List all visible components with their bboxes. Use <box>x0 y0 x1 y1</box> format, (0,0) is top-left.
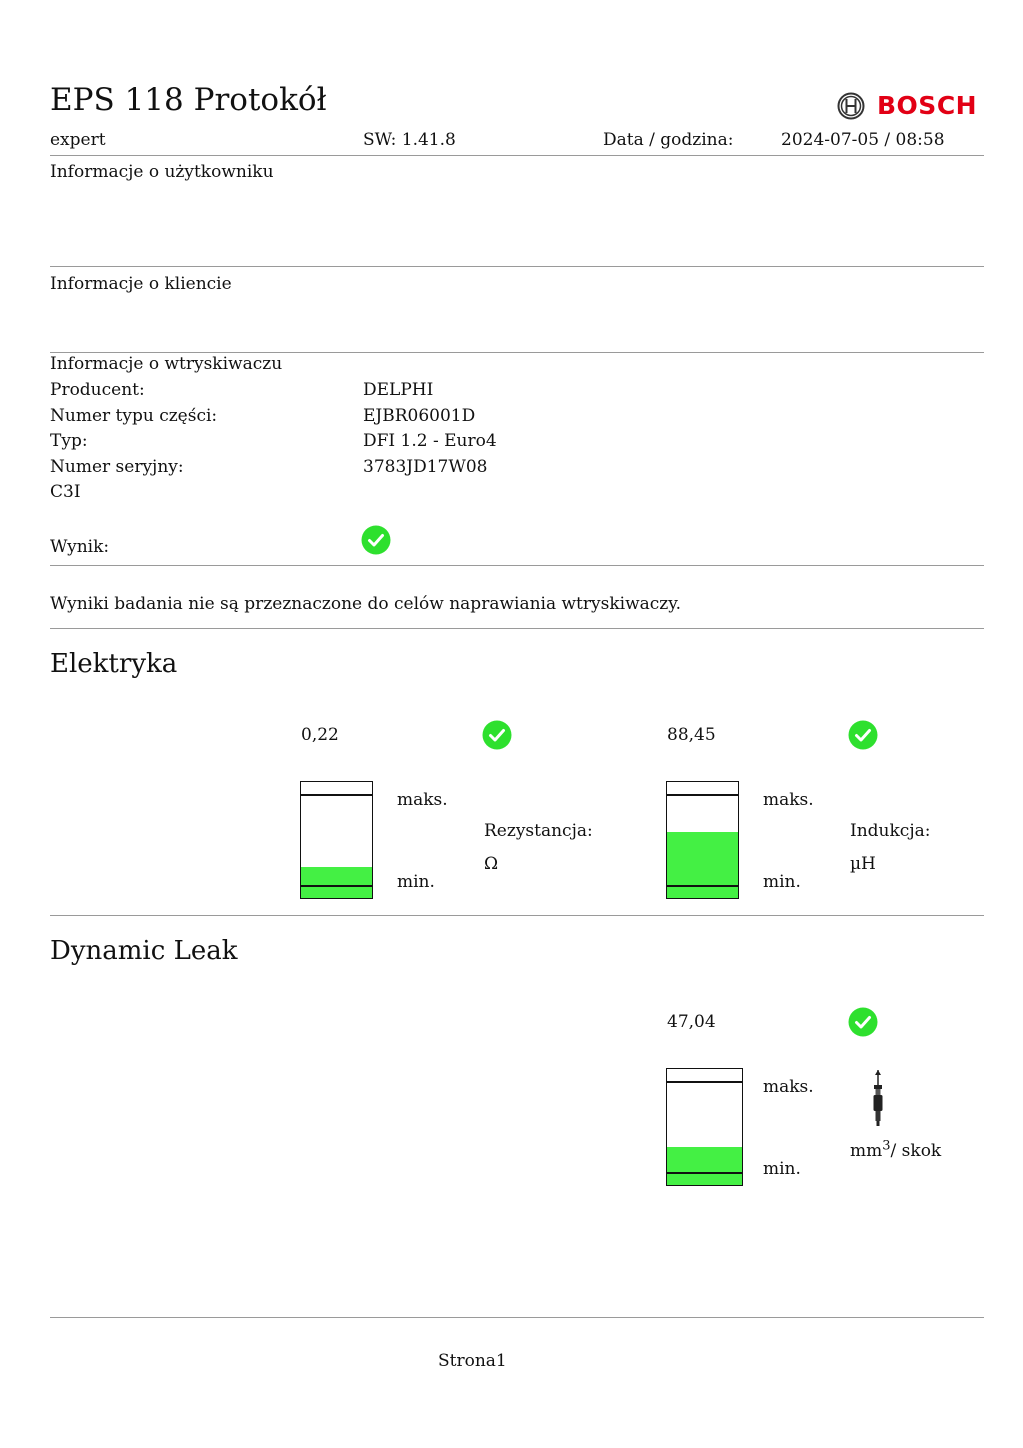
resistance-unit: Ω <box>484 854 499 874</box>
divider <box>50 1317 984 1318</box>
field-value-type: DFI 1.2 - Euro4 <box>363 431 497 451</box>
leak-unit-rest: / skok <box>890 1141 942 1161</box>
divider <box>50 565 984 566</box>
bosch-logo <box>836 90 976 122</box>
field-label-serial: Numer seryjny: <box>50 457 184 477</box>
gauge-max-mark <box>301 794 372 796</box>
electric-section-title: Elektryka <box>50 649 178 679</box>
user-info-heading: Informacje o użytkowniku <box>50 162 274 182</box>
resistance-value: 0,22 <box>301 725 339 745</box>
induction-gauge <box>666 781 739 899</box>
induction-label: Indukcja: <box>850 821 931 841</box>
resistance-label: Rezystancja: <box>484 821 593 841</box>
field-label-producer: Producent: <box>50 380 145 400</box>
divider <box>50 266 984 267</box>
leak-max-label: maks. <box>763 1077 814 1097</box>
induction-min-label: min. <box>763 872 801 892</box>
field-label-type: Typ: <box>50 431 88 451</box>
date-label: Data / godzina: <box>603 130 734 150</box>
induction-value: 88,45 <box>667 725 716 745</box>
result-label: Wynik: <box>50 537 110 557</box>
field-value-part-number: EJBR06001D <box>363 406 476 426</box>
divider <box>50 155 984 156</box>
leak-gauge-fill <box>667 1147 742 1185</box>
gauge-max-mark <box>667 1081 742 1083</box>
induction-max-label: maks. <box>763 790 814 810</box>
leak-unit <box>850 1140 941 1162</box>
gauge-min-mark <box>667 1172 742 1174</box>
divider <box>50 915 984 916</box>
leak-gauge <box>666 1068 743 1186</box>
induction-unit: µH <box>850 854 876 874</box>
leak-min-label: min. <box>763 1159 801 1179</box>
leak-value: 47,04 <box>667 1012 716 1032</box>
gauge-max-mark <box>667 794 738 796</box>
resistance-ok-check-icon <box>482 720 512 750</box>
leak-unit-superscript: 3 <box>882 1138 891 1154</box>
injector-code: C3I <box>50 482 81 502</box>
resistance-min-label: min. <box>397 872 435 892</box>
notice-text: Wyniki badania nie są przeznaczone do celów naprawiania wtryskiwaczy. <box>50 594 681 614</box>
date-value: 2024-07-05 / 08:58 <box>781 130 945 150</box>
software-version: SW: 1.41.8 <box>363 130 456 150</box>
divider <box>50 628 984 629</box>
gauge-min-mark <box>301 885 372 887</box>
field-value-producer: DELPHI <box>363 380 434 400</box>
leak-unit-base: mm <box>850 1141 883 1161</box>
page-title: EPS 118 Protokół <box>50 82 327 118</box>
field-label-part-number: Numer typu części: <box>50 406 218 426</box>
field-value-serial: 3783JD17W08 <box>363 457 488 477</box>
resistance-gauge-fill <box>301 867 372 898</box>
page-number: Strona1 <box>438 1351 507 1371</box>
client-info-heading: Informacje o kliencie <box>50 274 232 294</box>
injector-icon <box>869 1069 887 1129</box>
user-name: expert <box>50 130 106 150</box>
induction-gauge-fill <box>667 832 738 898</box>
result-ok-check-icon <box>361 525 391 555</box>
bosch-wordmark: BOSCH <box>877 91 978 120</box>
gauge-min-mark <box>667 885 738 887</box>
resistance-gauge <box>300 781 373 899</box>
bosch-emblem-icon <box>836 91 866 121</box>
induction-ok-check-icon <box>848 720 878 750</box>
leak-ok-check-icon <box>848 1007 878 1037</box>
injector-info-heading: Informacje o wtryskiwaczu <box>50 354 283 374</box>
resistance-max-label: maks. <box>397 790 448 810</box>
dynamic-leak-section-title: Dynamic Leak <box>50 936 238 966</box>
